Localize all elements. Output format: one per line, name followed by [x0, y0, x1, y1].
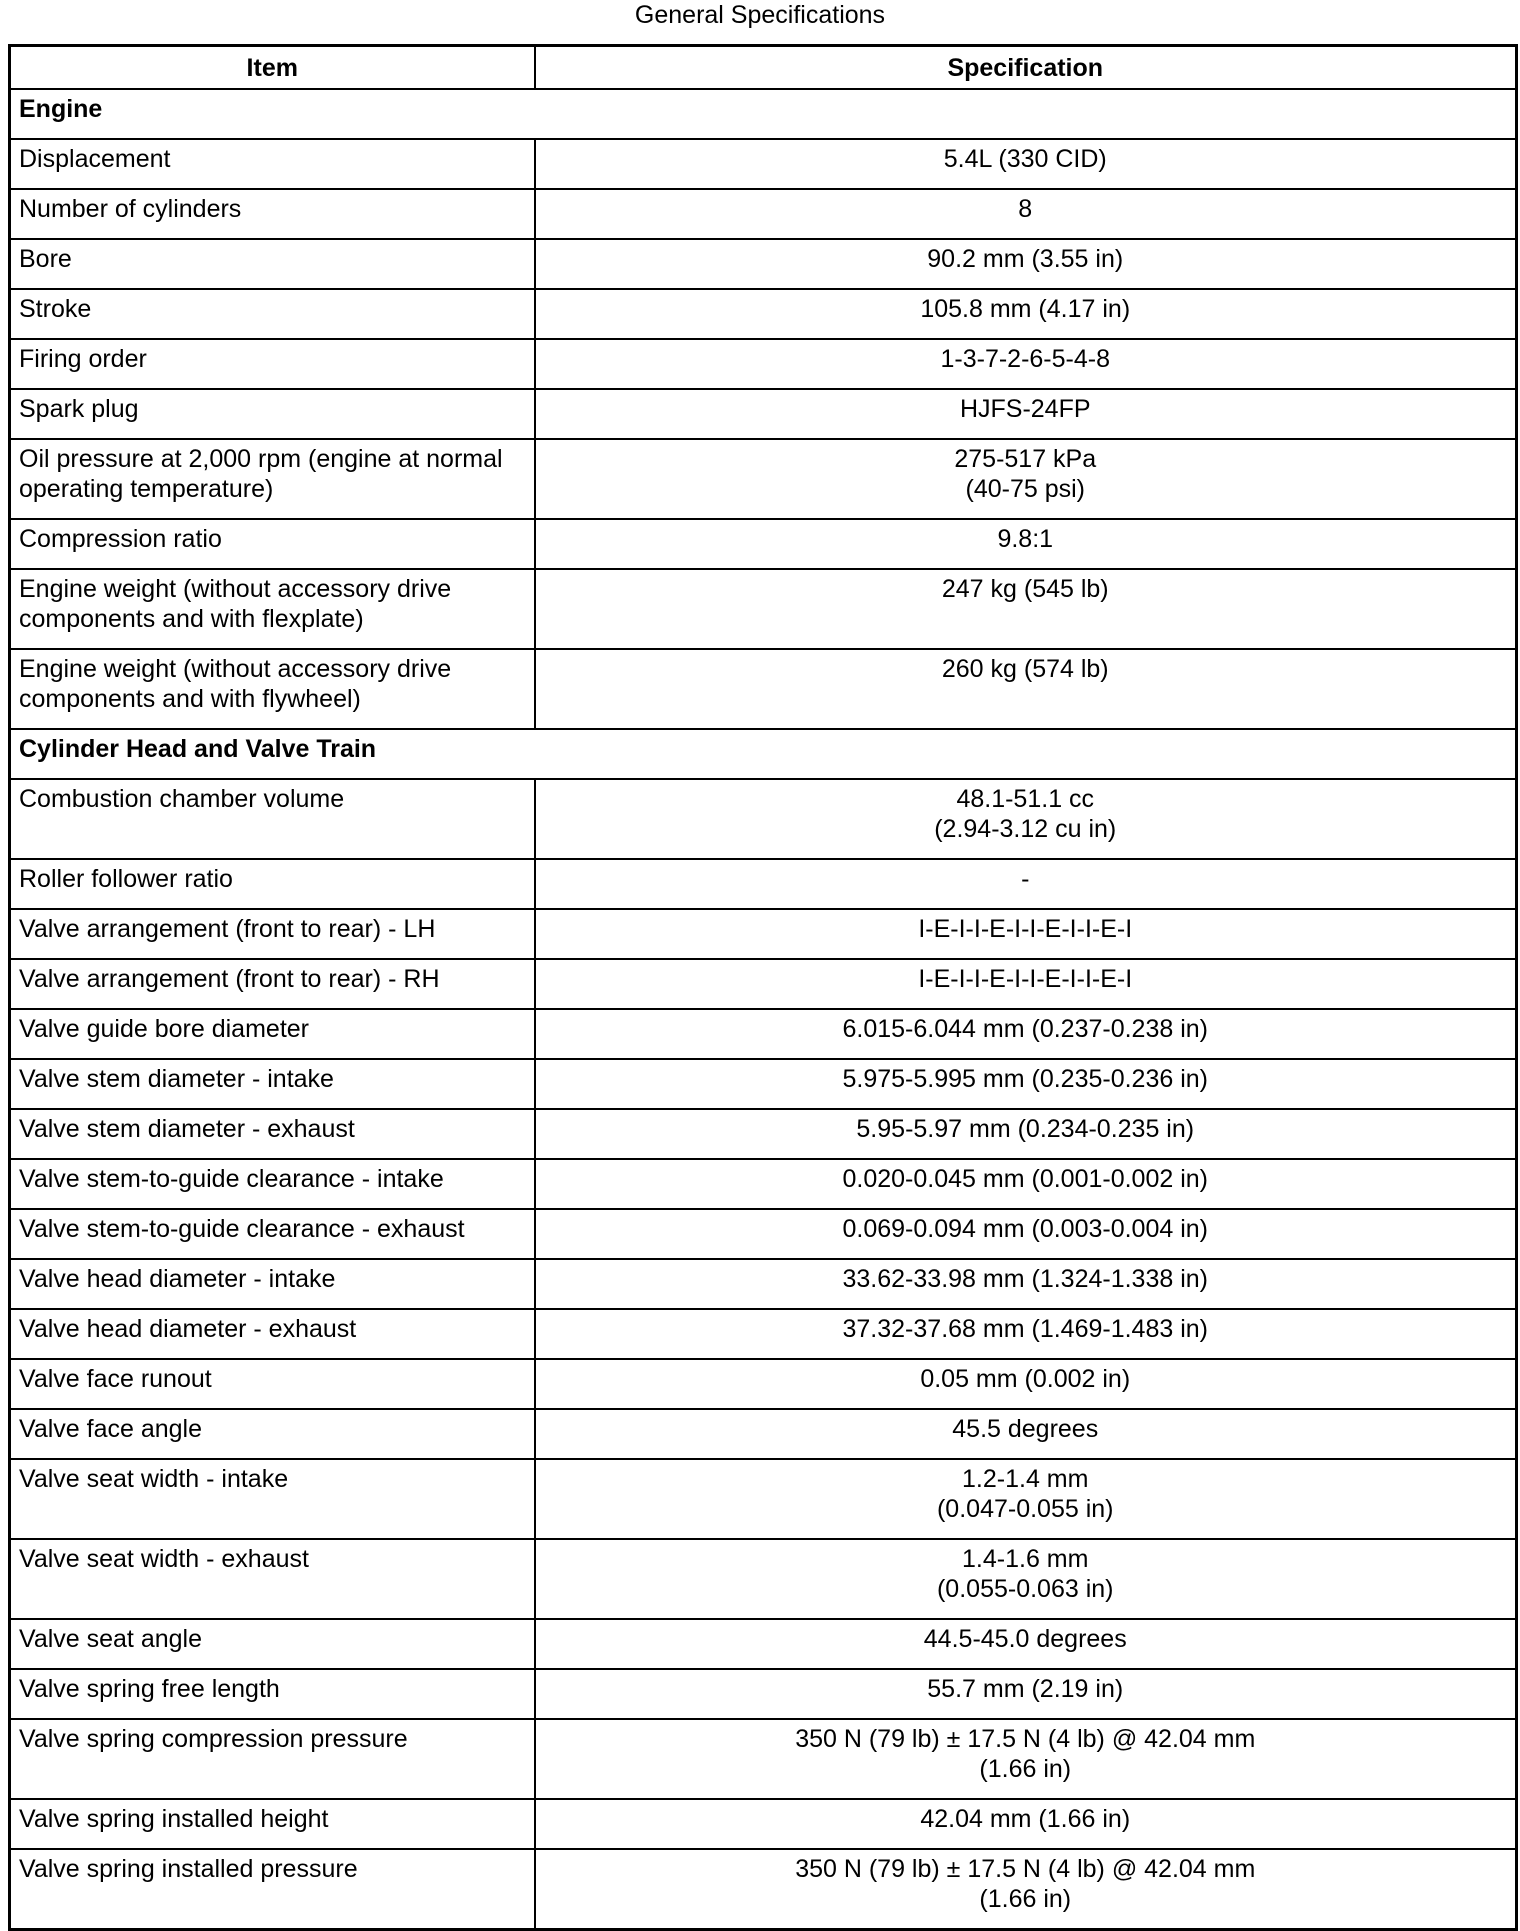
table-row	[10, 139, 1517, 189]
table-row	[10, 389, 1517, 439]
table-row	[10, 1109, 1517, 1159]
specification-cell	[535, 239, 1517, 289]
table-row	[10, 289, 1517, 339]
item-text: Valve stem diameter - exhaust	[19, 1115, 355, 1143]
specification-cell	[535, 959, 1517, 1009]
item-text: components and with flywheel)	[19, 685, 361, 713]
item-cell	[10, 779, 535, 859]
item-cell	[10, 1719, 535, 1799]
specification-text: 350 N (79 lb) ± 17.5 N (4 lb) @ 42.04 mm	[795, 1855, 1256, 1883]
specification-text: (2.94-3.12 cu in)	[934, 815, 1117, 843]
table-caption: General Specifications	[634, 1, 886, 29]
item-text: Engine weight (without accessory drive	[19, 575, 452, 603]
table-row	[10, 859, 1517, 909]
specification-cell	[535, 1409, 1517, 1459]
specification-text: 90.2 mm (3.55 in)	[927, 245, 1124, 273]
specification-cell	[535, 649, 1517, 729]
item-cell	[10, 569, 535, 649]
specification-text: 55.7 mm (2.19 in)	[927, 1675, 1124, 1703]
general-specifications-table	[8, 44, 1518, 1931]
table-row	[10, 439, 1517, 519]
specification-text: 37.32-37.68 mm (1.469-1.483 in)	[842, 1315, 1208, 1343]
specification-cell	[535, 1059, 1517, 1109]
specification-cell	[535, 189, 1517, 239]
specification-text: 260 kg (574 lb)	[941, 655, 1109, 683]
item-text: Valve head diameter - intake	[19, 1265, 336, 1293]
specification-text: 1.4-1.6 mm	[962, 1545, 1089, 1573]
specification-cell	[535, 1459, 1517, 1539]
item-text: Compression ratio	[19, 525, 222, 553]
item-text: Valve stem-to-guide clearance - exhaust	[19, 1215, 465, 1243]
specification-text: 8	[1018, 195, 1033, 223]
table-row	[10, 1799, 1517, 1849]
table-row	[10, 779, 1517, 859]
specification-text: (1.66 in)	[979, 1755, 1072, 1783]
item-text: Valve face angle	[19, 1415, 202, 1443]
item-text: Engine weight (without accessory drive	[19, 655, 452, 683]
specification-cell	[535, 519, 1517, 569]
specification-cell	[535, 1359, 1517, 1409]
specification-cell	[535, 909, 1517, 959]
table-row	[10, 1359, 1517, 1409]
item-cell	[10, 1309, 535, 1359]
specification-text: 48.1-51.1 cc	[956, 785, 1095, 813]
specification-cell	[535, 389, 1517, 439]
specification-text: (0.047-0.055 in)	[936, 1495, 1114, 1523]
item-text: Valve stem-to-guide clearance - intake	[19, 1165, 444, 1193]
table-row	[10, 1409, 1517, 1459]
specification-cell	[535, 139, 1517, 189]
section-heading: Cylinder Head and Valve Train	[10, 729, 1517, 779]
table-row	[10, 649, 1517, 729]
specification-text: 6.015-6.044 mm (0.237-0.238 in)	[842, 1015, 1208, 1043]
item-cell	[10, 1669, 535, 1719]
specification-text: -	[1021, 865, 1030, 893]
specification-cell	[535, 289, 1517, 339]
item-text: Valve spring free length	[19, 1675, 280, 1703]
specification-cell	[535, 859, 1517, 909]
specification-cell	[535, 1309, 1517, 1359]
item-text: Valve guide bore diameter	[19, 1015, 309, 1043]
specification-text: 5.95-5.97 mm (0.234-0.235 in)	[856, 1115, 1195, 1143]
specification-text: 1.2-1.4 mm	[962, 1465, 1089, 1493]
item-cell	[10, 959, 535, 1009]
table-row	[10, 1009, 1517, 1059]
specification-text: 5.975-5.995 mm (0.235-0.236 in)	[842, 1065, 1208, 1093]
item-text: operating temperature)	[19, 475, 274, 503]
specification-text: 5.4L (330 CID)	[943, 145, 1107, 173]
specification-cell	[535, 1799, 1517, 1849]
specification-cell	[535, 1539, 1517, 1619]
item-cell	[10, 1409, 535, 1459]
table-row	[10, 1669, 1517, 1719]
table-row	[10, 189, 1517, 239]
specification-cell	[535, 1209, 1517, 1259]
item-text: Combustion chamber volume	[19, 785, 345, 813]
specification-cell	[535, 1259, 1517, 1309]
specification-text: 350 N (79 lb) ± 17.5 N (4 lb) @ 42.04 mm	[795, 1725, 1256, 1753]
item-cell	[10, 1849, 535, 1930]
header-item: Item	[10, 46, 535, 90]
item-text: Displacement	[19, 145, 171, 173]
specification-text: 0.05 mm (0.002 in)	[920, 1365, 1131, 1393]
item-text: Valve seat width - exhaust	[19, 1545, 309, 1573]
item-text: Valve seat angle	[19, 1625, 202, 1653]
table-row	[10, 339, 1517, 389]
item-text: Oil pressure at 2,000 rpm (engine at normal	[19, 445, 503, 473]
specification-cell	[535, 1619, 1517, 1669]
specification-text: 42.04 mm (1.66 in)	[920, 1805, 1131, 1833]
table-row	[10, 1849, 1517, 1930]
table-row	[10, 1619, 1517, 1669]
specification-cell	[535, 1009, 1517, 1059]
table-row	[10, 1309, 1517, 1359]
specification-text: (40-75 psi)	[965, 475, 1085, 503]
table-row	[10, 1159, 1517, 1209]
item-text: Number of cylinders	[19, 195, 242, 223]
item-text: Stroke	[19, 295, 92, 323]
item-text: Valve arrangement (front to rear) - LH	[19, 915, 436, 943]
specification-text: 1-3-7-2-6-5-4-8	[940, 345, 1110, 373]
table-row	[10, 1719, 1517, 1799]
item-cell	[10, 1619, 535, 1669]
item-cell	[10, 189, 535, 239]
specification-cell	[535, 1109, 1517, 1159]
table-row	[10, 239, 1517, 289]
item-text: Valve face runout	[19, 1365, 212, 1393]
specification-text: I-E-I-I-E-I-I-E-I-I-E-I	[918, 915, 1133, 943]
item-cell	[10, 1159, 535, 1209]
table-row	[10, 959, 1517, 1009]
item-text: Valve stem diameter - intake	[19, 1065, 334, 1093]
table-header-row	[10, 46, 1517, 90]
section-row	[10, 89, 1517, 139]
specification-text: 247 kg (545 lb)	[941, 575, 1109, 603]
item-cell	[10, 1259, 535, 1309]
item-text: Valve arrangement (front to rear) - RH	[19, 965, 440, 993]
table-row	[10, 1209, 1517, 1259]
specification-text: 0.020-0.045 mm (0.001-0.002 in)	[842, 1165, 1208, 1193]
table-row	[10, 1059, 1517, 1109]
item-cell	[10, 909, 535, 959]
specification-cell	[535, 569, 1517, 649]
table-row	[10, 1539, 1517, 1619]
table-body	[10, 89, 1517, 1930]
item-text: components and with flexplate)	[19, 605, 364, 633]
item-cell	[10, 139, 535, 189]
item-text: Bore	[19, 245, 72, 273]
specification-text: 45.5 degrees	[952, 1415, 1099, 1443]
item-text: Spark plug	[19, 395, 139, 423]
item-cell	[10, 1799, 535, 1849]
item-cell	[10, 1209, 535, 1259]
specification-cell	[535, 1669, 1517, 1719]
item-cell	[10, 1359, 535, 1409]
specification-cell	[535, 1719, 1517, 1799]
item-cell	[10, 1109, 535, 1159]
specification-cell	[535, 779, 1517, 859]
section-heading: Engine	[10, 89, 1517, 139]
table-row	[10, 519, 1517, 569]
specification-text: I-E-I-I-E-I-I-E-I-I-E-I	[918, 965, 1133, 993]
section-row	[10, 729, 1517, 779]
table-row	[10, 1459, 1517, 1539]
item-cell	[10, 1459, 535, 1539]
item-text: Valve spring installed pressure	[19, 1855, 358, 1883]
item-cell	[10, 1009, 535, 1059]
item-cell	[10, 1539, 535, 1619]
specification-text: (1.66 in)	[979, 1885, 1072, 1913]
specification-text: 0.069-0.094 mm (0.003-0.004 in)	[842, 1215, 1208, 1243]
specification-cell	[535, 439, 1517, 519]
item-cell	[10, 339, 535, 389]
table-row	[10, 909, 1517, 959]
header-specification: Specification	[535, 46, 1517, 90]
item-cell	[10, 519, 535, 569]
specification-cell	[535, 1159, 1517, 1209]
specification-text: (0.055-0.063 in)	[936, 1575, 1114, 1603]
item-text: Valve spring installed height	[19, 1805, 329, 1833]
item-text: Valve head diameter - exhaust	[19, 1315, 357, 1343]
item-cell	[10, 389, 535, 439]
table-row	[10, 1259, 1517, 1309]
specification-text: 44.5-45.0 degrees	[923, 1625, 1127, 1653]
item-cell	[10, 649, 535, 729]
specification-text: 275-517 kPa	[954, 445, 1097, 473]
specification-text: 33.62-33.98 mm (1.324-1.338 in)	[842, 1265, 1208, 1293]
item-text: Valve spring compression pressure	[19, 1725, 408, 1753]
item-text: Valve seat width - intake	[19, 1465, 289, 1493]
specification-text: 9.8:1	[997, 525, 1054, 553]
item-text: Firing order	[19, 345, 147, 373]
item-cell	[10, 239, 535, 289]
item-cell	[10, 289, 535, 339]
item-cell	[10, 859, 535, 909]
item-text: Roller follower ratio	[19, 865, 233, 893]
specification-cell	[535, 339, 1517, 389]
specification-text: HJFS-24FP	[959, 395, 1091, 423]
item-cell	[10, 439, 535, 519]
table-row	[10, 569, 1517, 649]
specification-text: 105.8 mm (4.17 in)	[920, 295, 1131, 323]
item-cell	[10, 1059, 535, 1109]
specification-cell	[535, 1849, 1517, 1930]
